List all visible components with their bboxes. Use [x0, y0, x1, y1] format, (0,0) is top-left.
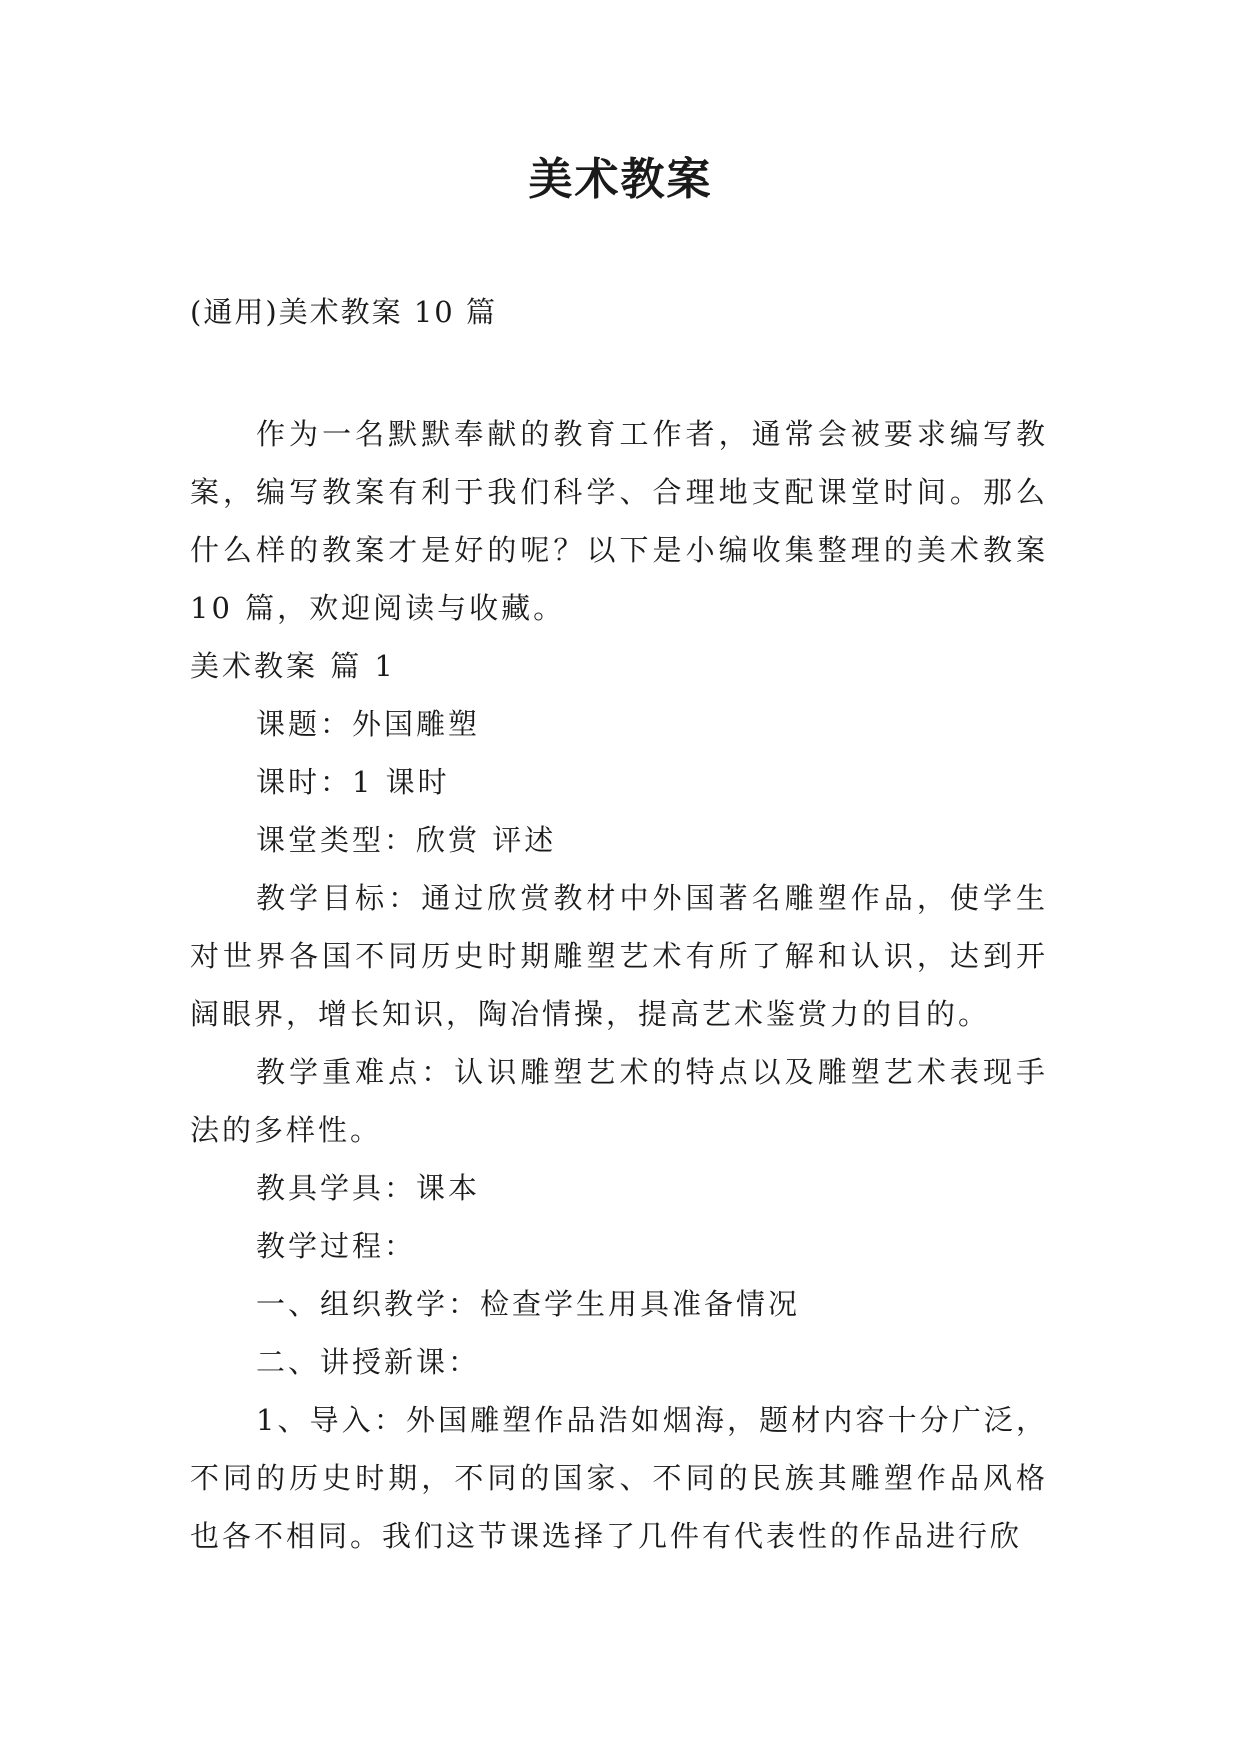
paragraph: 二、讲授新课：	[256, 1345, 481, 1379]
paragraph: 美术教案 篇 1	[190, 649, 396, 683]
paragraph: 教学重难点：认识雕塑艺术的特点以及雕塑艺术表现手法的多样性。	[190, 1055, 1048, 1147]
paragraph: 一、组织教学：检查学生用具准备情况	[256, 1287, 801, 1321]
paragraph: 教学目标：通过欣赏教材中外国著名雕塑作品，使学生对世界各国不同历史时期雕塑艺术有所了解和认识，达到开阔眼界，增长知识，陶冶情操，提高艺术鉴赏力的目的。	[190, 881, 1048, 1031]
document-title: 美术教案	[528, 154, 713, 205]
paragraph: 课堂类型：欣赏 评述	[256, 823, 557, 857]
paragraph: 教学过程：	[256, 1229, 417, 1263]
document-subtitle: (通用)美术教案 10 篇	[190, 295, 497, 329]
paragraph: 课时：1 课时	[256, 765, 450, 799]
paragraph: 课题：外国雕塑	[256, 707, 481, 741]
paragraph: 教具学具：课本	[256, 1171, 481, 1205]
document-body	[190, 405, 1048, 1565]
paragraph: 作为一名默默奉献的教育工作者，通常会被要求编写教案，编写教案有利于我们科学、合理地支配课堂时间。那么什么样的教案才是好的呢？以下是小编收集整理的美术教案 10 篇，欢迎阅读与收藏。	[190, 417, 1048, 625]
paragraph: 1、导入：外国雕塑作品浩如烟海，题材内容十分广泛，不同的历史时期，不同的国家、不同的民族其雕塑作品风格也各不相同。我们这节课选择了几件有代表性的作品进行欣	[190, 1403, 1048, 1553]
